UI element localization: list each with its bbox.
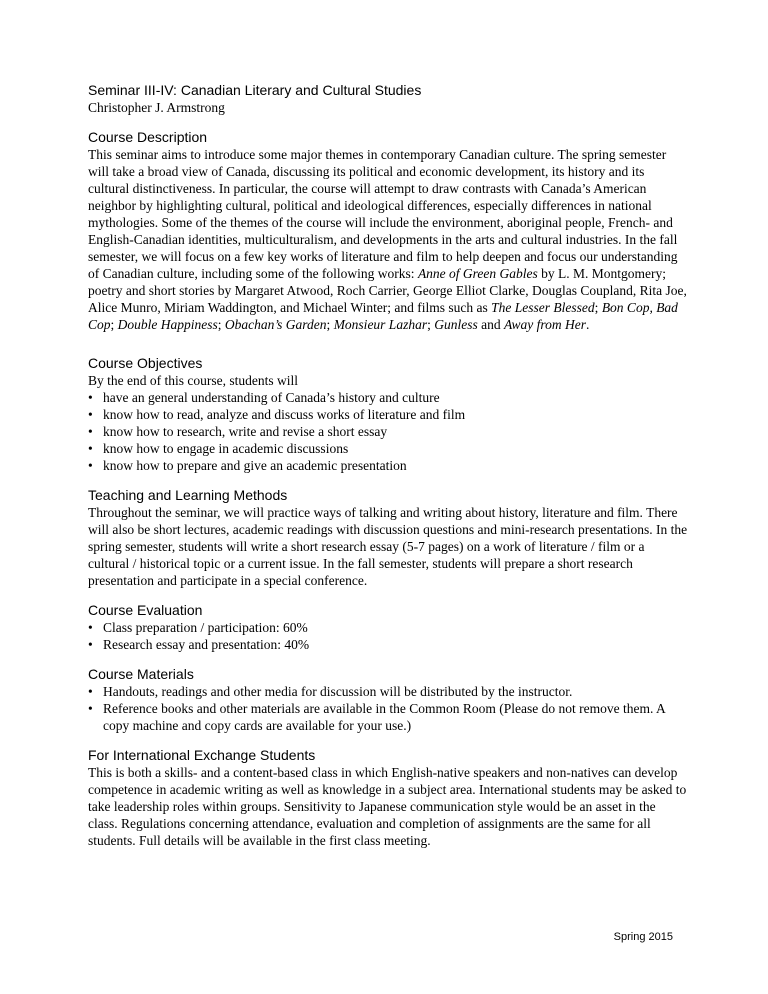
footer-term: Spring 2015 xyxy=(613,931,673,943)
work-title-anne: Anne of Green Gables xyxy=(417,266,538,281)
film-separator: ; xyxy=(326,317,334,332)
course-objectives-intro: By the end of this course, students will xyxy=(88,373,298,388)
teaching-methods-section xyxy=(88,487,688,589)
document-title: Seminar III-IV: Canadian Literary and Cultural Studies xyxy=(88,82,422,98)
film-title-obachans-garden: Obachan’s Garden xyxy=(224,317,327,332)
film-title-bon-cop: Bon Cop, Bad Cop xyxy=(88,300,678,332)
description-text-part-1: This seminar aims to introduce some major themes in contemporary Canadian culture. The spring semester will take a broad view of Canada, discussing its political and economic development, its history and its cultural distinctiveness. In particular, the course will attempt to draw contrasts with Canada’s American neighbor by highlighting cultural, political and ideological differences, especially differences in national mythologies. Some of the themes of the course will include the environment, aboriginal people, French- and English-Canadian identities, multiculturalism, and developments in the arts and cultural industries. In the fall semester, we will focus on a few key works of literature and film to help deepen and focus our understanding of Canadian culture, including some of the following works: xyxy=(88,147,678,281)
list-item: • Class preparation / participation: 60% xyxy=(88,620,308,635)
film-separator: ; xyxy=(110,317,118,332)
list-item: • know how to engage in academic discussions xyxy=(88,441,349,456)
film-separator: ; xyxy=(217,317,225,332)
description-end: . xyxy=(585,317,590,332)
bullet-icon: • xyxy=(88,701,93,716)
document-content xyxy=(88,82,688,862)
film-title-double-happiness: Double Happiness xyxy=(117,317,218,332)
film-separator: ; xyxy=(427,317,435,332)
course-description-section xyxy=(88,129,688,333)
bullet-icon: • xyxy=(88,407,93,422)
list-item: • know how to read, analyze and discuss works of literature and film xyxy=(88,407,466,422)
exchange-students-heading: For International Exchange Students xyxy=(88,747,316,763)
course-evaluation-section xyxy=(88,602,688,653)
bullet-icon: • xyxy=(88,441,93,456)
author-name: Christopher J. Armstrong xyxy=(88,100,225,115)
film-title-away-from-her: Away from Her xyxy=(503,317,586,332)
list-item: • Reference books and other materials are available in the Common Room (Please do not remove them. A copy machine and copy cards are available for your use.) xyxy=(88,701,665,733)
exchange-students-text: This is both a skills- and a content-based class in which English-native speakers and non-natives can develop competence in academic writing as well as knowledge in a subject area. International students may be asked to take leadership roles within groups. Sensitivity to Japanese communication style would be an asset in the class. Regulations concerning attendance, evaluation and completion of assignments are the same for all students. Full details will be available in the first class meeting. xyxy=(88,765,687,848)
list-item: • Research essay and presentation: 40% xyxy=(88,637,310,652)
course-description-text xyxy=(88,146,688,333)
description-text-part-2: by L. M. Montgomery; poetry and short stories by Margaret Atwood, Roch Carrier, George Elliot Clarke, Douglas Coupland, Rita Joe, Alice Munro, Miriam Waddington, and Michael Winter; and films such as xyxy=(88,266,687,315)
list-item: • know how to prepare and give an academic presentation xyxy=(88,458,407,473)
bullet-icon: • xyxy=(88,684,93,699)
exchange-students-section xyxy=(88,747,688,849)
course-evaluation-heading: Course Evaluation xyxy=(88,602,203,618)
course-objectives-heading: Course Objectives xyxy=(88,355,203,371)
bullet-icon: • xyxy=(88,458,93,473)
course-materials-heading: Course Materials xyxy=(88,666,194,682)
course-materials-list xyxy=(88,683,688,734)
course-evaluation-list xyxy=(88,619,688,653)
bullet-icon: • xyxy=(88,620,93,635)
bullet-icon: • xyxy=(88,390,93,405)
list-item: • know how to research, write and revise a short essay xyxy=(88,424,388,439)
list-item: • have an general understanding of Canada’s history and culture xyxy=(88,390,440,405)
bullet-icon: • xyxy=(88,424,93,439)
course-materials-section xyxy=(88,666,688,734)
bullet-icon: • xyxy=(88,637,93,652)
film-separator: ; xyxy=(594,300,602,315)
teaching-methods-text: Throughout the seminar, we will practice ways of talking and writing about history, literature and film. There will also be short lectures, academic readings with discussion questions and mini-research presentations. In the spring semester, students will write a short research essay (5-7 pages) on a work of literature / film or a cultural / historical topic or a current issue. In the fall semester, students will prepare a short research presentation and participate in a special conference. xyxy=(88,505,688,588)
film-title-lesser-blessed: The Lesser Blessed xyxy=(491,300,595,315)
course-objectives-list xyxy=(88,389,688,474)
course-objectives-section xyxy=(88,355,688,474)
film-title-monsieur-lazhar: Monsieur Lazhar xyxy=(333,317,428,332)
course-description-heading: Course Description xyxy=(88,129,208,145)
film-title-gunless: Gunless xyxy=(434,317,478,332)
film-separator: and xyxy=(477,317,504,332)
teaching-methods-heading: Teaching and Learning Methods xyxy=(88,487,288,503)
list-item: • Handouts, readings and other media for discussion will be distributed by the instructor. xyxy=(88,684,573,699)
